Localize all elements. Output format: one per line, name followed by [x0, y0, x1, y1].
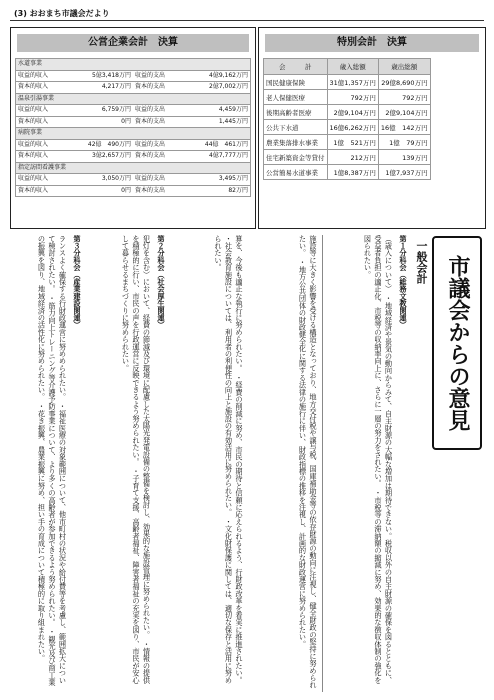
cell-value: 2億9,104万円: [327, 105, 378, 120]
cell-label: 収益的支出: [135, 140, 166, 148]
page-header: (3) おおまち市議会だより: [14, 9, 110, 18]
section-heading: 第２分科会（社会厚生関連）: [157, 235, 166, 329]
special-accounts-table: [258, 27, 486, 229]
cell-value: 16億 142万円: [378, 120, 430, 135]
enterprise-table-body: [15, 58, 251, 197]
column-text: 算を、今後も適正な執行に努められたい。 ・経費の削減に努め、市民の期待と信頼に応えられるよう、行財政改革を着実に推進されたい。 ・社会教育施設については、利用者の利便性の向上と施設の有効活用に努められたい。 ・文化財保護に関しては、適切な保存と活用に努められたい。: [214, 235, 244, 684]
cell-value: 212万円: [327, 150, 378, 165]
table-row: [264, 135, 431, 150]
table-row: [15, 104, 251, 116]
article-column-5: [86, 235, 166, 690]
cell-label: 収益的支出: [135, 175, 166, 182]
table-row: [264, 75, 431, 90]
table-row: [15, 70, 251, 82]
cell-value: 3,495万円: [218, 175, 248, 182]
cell-value: 4億9,162万円: [209, 71, 248, 79]
cell-label: 公営簡易水道事業: [264, 165, 328, 180]
table-row: [15, 173, 251, 185]
cell-value: 2億9,104万円: [378, 105, 430, 120]
cell-value: 31億1,357万円: [327, 75, 378, 90]
cell-label: 資本的収入: [18, 83, 49, 90]
cell-label: 公共下水道: [264, 120, 328, 135]
cell-label: 老人保健医療: [264, 90, 328, 105]
article-subtitle: 一般会計: [415, 240, 428, 284]
cell-label: 資本的支出: [135, 117, 166, 125]
section-label: 指定訪問看護事業: [15, 162, 251, 174]
cell-value: 82万円: [228, 186, 248, 194]
cell-value: 1億 521万円: [327, 135, 378, 150]
cell-label: 収益的収入: [18, 175, 49, 182]
cell-label: 収益的支出: [135, 71, 166, 79]
table-row: [15, 81, 251, 93]
table-row: [264, 165, 431, 180]
cell-value: 1億 79万円: [378, 135, 430, 150]
section-label: 病院事業: [15, 127, 251, 139]
cell-value: 1億8,387万円: [327, 165, 378, 180]
cell-value: 0円: [121, 186, 131, 194]
article-column-3: [248, 235, 318, 690]
special-table-title: 特別会計 決算: [265, 34, 479, 52]
cell-label: 国民健康保険: [264, 75, 328, 90]
cell-value: 16億6,262万円: [327, 120, 378, 135]
table-row: [15, 150, 251, 162]
cell-value: 792万円: [327, 90, 378, 105]
table-row: [264, 150, 431, 165]
cell-value: 3,050万円: [101, 175, 131, 182]
enterprise-accounts-table: [10, 27, 256, 229]
cell-label: 資本的収入: [18, 117, 49, 125]
cell-label: 資本的収入: [18, 152, 49, 159]
cell-value: 4,217万円: [101, 83, 131, 90]
cell-label: 収益的収入: [18, 71, 49, 79]
column-header: 歳入総額: [327, 59, 378, 75]
table-row: [15, 116, 251, 128]
cell-label: 後期高齢者医療: [264, 105, 328, 120]
table-row: [264, 105, 431, 120]
column-text: 施設等に大きく影響を受ける構造となっており、地方交付税や譲与税、国庫補助金等の依存財源の動向に注視し、健全財政の堅持に努められたい。 ・地方公共団体の財政健全化に関する法律の施行に伴い、財政指標の推移を注視し、計画的な財政運営に努められたい。: [298, 235, 318, 689]
cell-value: 1億7,937万円: [378, 165, 430, 180]
cell-value: 0円: [121, 117, 131, 125]
section-label: 水道事業: [15, 58, 251, 70]
cell-value: 29億8,690万円: [378, 75, 430, 90]
cell-label: 収益的収入: [18, 106, 49, 113]
section-heading: 第３分科会（産業建設関連）: [73, 235, 82, 329]
cell-value: 5億3,418万円: [92, 71, 131, 79]
column-header: 歳出総額: [378, 59, 430, 75]
cell-label: 農業集落排水事業: [264, 135, 328, 150]
special-table-body: [263, 58, 431, 180]
table-row: [15, 139, 251, 151]
article-column-4: [172, 235, 244, 690]
header-rule: [10, 20, 484, 21]
column-text: （歳入について） ・地域経済や景気の動向からみて、自主財源の大幅な増加は期待できない。税収以外の自主財源の確保を図るとともに、受益者負担の適正化、市税等の収納率向上に、さらに一層の努力をされたい。 ・市税等の滞納額の縮減に努め、効果的な徴収体制の強化を図られたい。: [363, 235, 394, 684]
cell-value: 1,445万円: [218, 117, 248, 125]
section-label: 温泉引湯事業: [15, 93, 251, 105]
cell-value: 2億7,002万円: [209, 83, 248, 90]
cell-label: 資本的収入: [18, 186, 49, 194]
cell-value: 6,759万円: [101, 106, 131, 113]
table-row: [264, 90, 431, 105]
cell-value: 3億2,657万円: [92, 152, 131, 159]
cell-label: 資本的支出: [135, 83, 166, 90]
cell-label: 収益的支出: [135, 106, 166, 113]
cell-value: 139万円: [378, 150, 430, 165]
cell-value: 792万円: [378, 90, 430, 105]
cell-label: 資本的支出: [135, 186, 166, 194]
column-divider: [322, 235, 323, 692]
cell-label: 収益的収入: [18, 140, 49, 148]
article-title: 市議会からの意見: [432, 236, 482, 450]
table-row: [264, 120, 431, 135]
cell-value: 42億 490万円: [87, 140, 131, 148]
article-column-1: [328, 235, 408, 690]
section-heading: 第１分科会（総務文教関連）: [399, 235, 408, 329]
cell-value: 44億 461万円: [204, 140, 248, 148]
cell-label: 資本的支出: [135, 152, 166, 159]
cell-value: 4,459万円: [218, 106, 248, 113]
enterprise-table-title: 公営企業会計 決算: [17, 34, 249, 52]
table-row: [15, 185, 251, 198]
article-column-6: [10, 235, 82, 690]
cell-label: 住宅新築資金等貸付: [264, 150, 328, 165]
column-text: ランスよく確保する行財政運営に努めめられたい。 ・福祉医療の対象範囲について、他市町村の状況や給付費等を考慮し、範囲拡大について検討されたい。 ・筋力向上トレーニング等介護予防事業について、より多くの高齢者が参加できるよう努められたい。 ・観光及び商工業の振興を図り、地域経済の活性化に努められたい。 ・花き振興、農業振興に努め、担い手の育成について積極的に取り組まれたい。: [37, 235, 68, 686]
cell-value: 4億7,777万円: [209, 152, 248, 159]
column-header: 会 計: [264, 59, 328, 75]
column-text: 犯灯を含む）において、経費の節減及び環境に配慮した太陽光発電設備の整備を検討し、効果的な施設管理に努められたい。 ・情報の提供を積極的に行い、市民の声を行政運営に反映できるよう努められたい。 ・子育て支援、高齢者福祉、障害者福祉の充実を図り、市民が安心して暮らせるまちづくりに努められたい。: [121, 235, 152, 684]
